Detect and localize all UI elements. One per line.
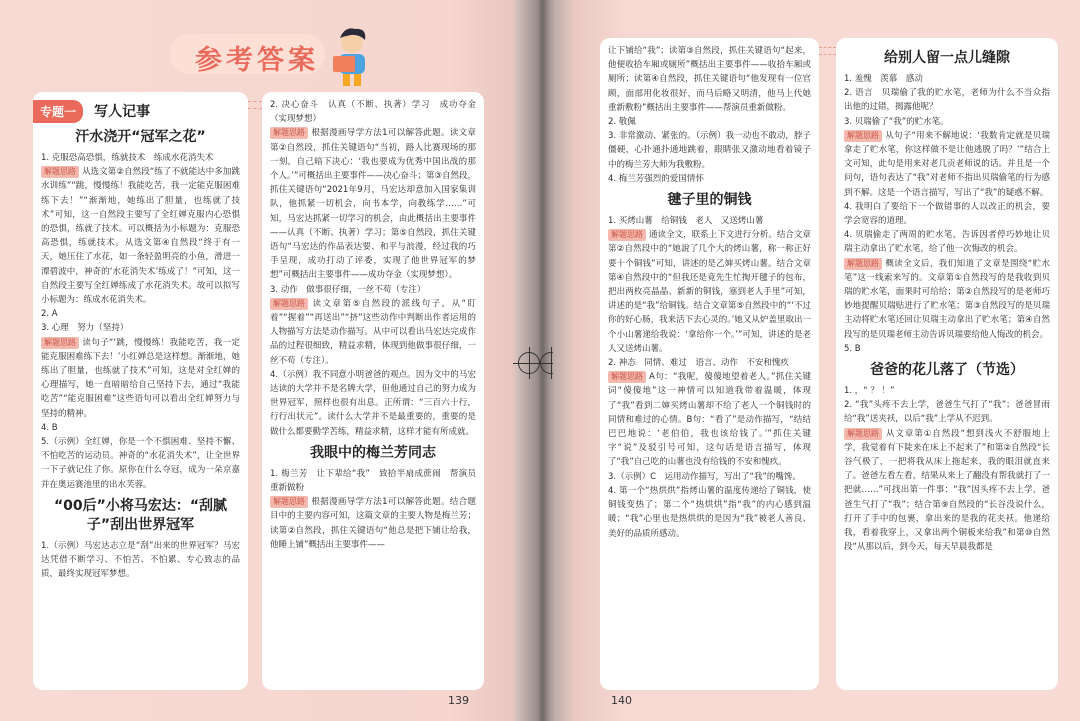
analysis-text: 解题思路 读句子“‘跳，慢慢练！我能吃苦，我一定能克服困难练下去！’小红婵总是这样想。渐渐地，她练出了胆量，也练就了技术”可知，这是对全红婵的心理描写，她一直暗暗给自己坚持下去，通过“我能吃苦”“能克服困难”这些语句可以看出全红婵努力与坚持的精神。 <box>41 337 240 419</box>
analysis-label: 解题思路 <box>844 428 882 440</box>
answer-text: 1. 克服恐高恐惧，练就技术 练成水花消失术 <box>41 153 214 163</box>
section-tag: 专题一 <box>33 100 83 123</box>
article-title: 我眼中的梅兰芳同志 <box>310 444 436 461</box>
answer-column-1 <box>33 92 248 690</box>
answer-text: 3. 非常激动、紧张的。（示例）我一动也不敢动，脖子僵硬，心扑通扑通地跳着，眼睛张又激动地看着镜子中的梅兰芳大师为我敷粉。 <box>608 131 811 170</box>
answer-text: 3.（示例）C 运用动作描写，写出了“我”的嘴馋。 <box>608 471 801 482</box>
analysis-text: 解题思路 从文章第①自然段“想到浅火不舒服地上学，我觉着有下陡来在床上不起来了”和第②自然段“长谷气极了，一把将我从床上拖起来，我的眼泪就直来了。爸爸左看左看，结果从来上了翻没有帮我就打了一把就……”可找出第一件事：“我”因头疼不去上学，爸爸生气打了“我”；结合第⑨自然段的“长谷没说什么，打开了手中的包裹，拿出来的是我的花夹袄。他递给我，看着我穿上，又拿出两个铜板来给我”和第⑩自然段“从那以后，到今天，每天早晨我都是 <box>844 428 1050 553</box>
column-connector <box>248 108 262 109</box>
answer-text: 3. 动作 做事很仔细，一丝不苟（专注） <box>270 284 426 295</box>
analysis-text: 解题思路 A句：“我呢，傻傻地望着老人。”抓住关键词“傻傻地”这一神情可以知道我带着温暖，体现了“我”看到二婶买烤山薯却不给了老人一个铜钱时的同情和难过的心情。B句：“看了”是动作描写，“结结巴巴地说：‘老伯伯，我也该给钱了。’”抓住关键字“说”及驳引号可知，这句话是语言描写，体现了“我”自己吃的山薯也没有给钱的不安和愧疚。 <box>608 372 811 468</box>
article-title: 爸爸的花儿落了（节选） <box>870 362 1024 379</box>
answer-text: 2. 神态 同情、难过 语言、动作 不安和愧疚 <box>608 358 789 369</box>
page-title: 参考答案 <box>195 45 319 76</box>
analysis-text: 解题思路 通读全文，联系上下文进行分析。结合文章第②自然段中的“她說了几个大的烤山薯，称一称正好要十个铜钱”可知，讲述的是乙婶买烤山薯。结合文章第④自然段中的“但我还是竟先生忙掏开毽子的包布，把出两枚亮晶晶、新新的铜钱，塞到老人手里”可知，讲述的是“我”给铜钱。结合文章第⑤自然段中的“‘不过你的好心肠，我来活下去心灵的。’她又从炉盖里取出一个小山薯递给我说：‘拿给你一个。’”可知，讲述的是老人又送烤山薯。 <box>608 230 811 354</box>
analysis-label: 解题思路 <box>270 298 308 310</box>
section-title: 写人记事 <box>94 104 151 120</box>
answer-text: 1. 梅兰芳 让下辈给“我” 致拾半扇成蔗闹 帮演员重新做粉 <box>270 468 476 494</box>
answer-text: 1. 买烤山薯 给铜钱 老人 又送烤山薯 <box>608 216 764 227</box>
answer-text: 4. 梅兰芳强烈的爱国情怀 <box>608 173 704 184</box>
answer-text: 3. 心理 努力（坚持） <box>41 323 129 334</box>
answer-text: 1. 羞愧 羡慕 感动 <box>844 74 923 84</box>
analysis-label: 解题思路 <box>608 229 646 241</box>
reading-boy-illustration <box>325 26 380 88</box>
answer-column-4 <box>836 38 1058 690</box>
right-page <box>553 0 1080 721</box>
answer-text: 3. 贝瑞偷了“我”的贮水笔。 <box>844 116 949 127</box>
analysis-text: 解题思路 根据漫画导学方法1可以解答此题。读文章第②自然段，抓住关键语句“当初，路人比赛现场的那一刻，自己暗下决心：‘我也要成为优秀中国出战的那个人。’”可概括出主要事件——决心奋斗；第③自然段，抓住关键语句“2021年9月，马宏达却意加入国家集训队，他抓紧一切机会，向书本学，向教练学……”可知，马宏达抓紧一切学习的机会，由此概括出主要事件——认真（不断、执著）学习；第⑤自然段，抓住关键语句“马宏达的作品表达要、和平与浪漫，经过我的巧手呈现，成功打动了评委，实现了他世界冠军的梦想”可概括出主要事件——成功夺金（实现梦想）。 <box>270 128 476 281</box>
analysis-text: 解题思路 概读全文后，我们知道了文章是围绕“贮水笔”这一线索来写的。文章第①自然段写的是我收到贝瑞的贮水笔，面果时可给给；第②自然段写的是老师巧妙地提醒贝瑞贴进行了贮水笔；第③自然段写的是贝瑞主动将贮水笔还回让贝瑞主动拿出了贮水笔；第④自然段写的是贝瑞老师主动告诉贝瑞要给他人悔改的机会。 <box>844 258 1050 340</box>
answer-text: 4. 第一个“热烘烘”指烤山薯的温度传递给了铜钱，使铜钱变热了；第二个“热烘烘”指“我”的内心感到温暖；“我”心里也是热烘烘的是因为“我”被老人善良、美好的品质所感动。 <box>608 485 811 539</box>
analysis-label: 解题思路 <box>608 371 646 383</box>
article-title: 毽子里的铜钱 <box>667 192 752 209</box>
analysis-label: 解题思路 <box>270 127 308 139</box>
answer-text: 1.（示例）马宏达志立是“刮”出来的世界冠军？马宏达凭借不断学习、不怕苦、不怕累、专心致志的品质，最终实现冠军梦想。 <box>41 540 240 580</box>
title-divider <box>248 101 262 102</box>
analysis-label: 解题思路 <box>844 258 882 270</box>
analysis-label: 解题思路 <box>270 496 308 508</box>
column-connector <box>819 54 836 55</box>
left-page <box>0 0 527 721</box>
answer-column-2 <box>262 92 484 690</box>
column-connector <box>819 47 836 48</box>
article-title: “00后”小将马宏达：“刮腻子”刮出世界冠军 <box>53 497 228 533</box>
analysis-label: 解题思路 <box>844 130 882 142</box>
answer-column-3 <box>600 38 819 690</box>
analysis-text: 解题思路 从选文第②自然段“练了不就能达中多加跳水训练”“跳，慢慢练！我能吃苦，我一定能克服困难练下去！”“渐渐地，她练出了胆量，也练就了技术”可知，这一自然段主要写了全红婵克服内心恐惧的恐惧，练就了技术。可以概括为小标题为：克服恐高恐惧，练就技术。从选文第④自然段“终于有一天，她压住了水花，如一条轻盈明亮的小鱼，滑进一潭碧波中，神奇的‘水花消失术’练成了！”可知，这一自然段主要写全红婵练成了水花消失术。故可以拟写小标题为：练成水花消失术。 <box>41 167 240 306</box>
analysis-label: 解题思路 <box>41 337 79 349</box>
answer-text: 2. A <box>41 309 58 320</box>
analysis-label: 解题思路 <box>41 166 79 178</box>
answer-text: 5. B <box>844 343 861 354</box>
analysis-text: 解题思路 读文章第⑤自然段的派线句子，从“盯着”“握着”“再送出”“挤”这些动作中判断出作者运用的人物描写方法是动作描写。从中可以看出马宏达完成作品的过程很细致，精益求精，体现到他做事很仔细，一丝不苟（专注）。 <box>270 298 476 366</box>
article-title: 给别人留一点儿缝隙 <box>884 50 1010 66</box>
answer-text: 4. 我明白了要给下一个做错事的人以改正的机会，要学会宽容的道理。 <box>844 201 1050 227</box>
answer-text: 2. 敬佩 <box>608 117 636 128</box>
answer-text: 让下铺给“我”；读第③自然段，抓住关键语句“起来，他便收拾车厢或厕所”概括出主要事件——收拾车厢或厕所；读第④自然段，抓住关键语句“他发现有一位官顾，面部用化妆很好，而马后略又明清，他马上代她重新敷粉”概括出主要事件——帮演员重新做粉。 <box>608 46 811 113</box>
answer-text: 2. 语言 贝瑞偷了我的贮水笔，老师为什么不当众指出他的过错，揭露他呢？ <box>844 88 1050 113</box>
analysis-text: 解题思路 从句子“用来不解地说：‘我数肯定就是贝瑞拿走了贮水笔，你这样做不是让他逃脱了吗？’”结合上文可知，此句是用来对老几贡老师说的话。并且是一个问句，语句表达了“我”对老师不指出贝瑞偷笔的行为感到不解。这是一个语言描写，写出了“我”的疑惑不解。 <box>844 130 1050 198</box>
answer-text: 5.（示例）全红婵，你是一个不惧困难、坚持不懈、不怕吃苦的运动员。神奇的“水花消失术”，让全世界一下子就记住了你。原你在什么夺冠，成为一朵京嘉并在奥运赛池里的出水芙蓉。 <box>41 437 240 490</box>
page-number: 139 <box>448 694 469 707</box>
analysis-text: 解题思路 根据漫画导学方法1可以解答此题。结合题目中的主要内容可知，这篇文章的主要人物是梅兰芳；读第②自然段，抓住关键语句“他总是把下铺让给我，他睡上铺”概括出主要事件—— <box>270 497 476 550</box>
page-number: 140 <box>611 694 632 707</box>
answer-text: 4. 贝瑞偷走了两周的贮水笔，告诉因者停巧妙地让贝瑞主动拿出了贮水笔，给了他一次悔改的机会。 <box>844 230 1050 255</box>
answer-text: 2. “我”头疼不去上学，爸爸生气打了“我”；爸爸冒雨给“我”送夹袄，以后“我”上学从不迟到。 <box>844 400 1050 425</box>
answer-text: 4. B <box>41 422 58 433</box>
answer-text: 2. 决心奋斗 认真（不断、执著）学习 成功夺金（实现梦想） <box>270 100 476 125</box>
answer-text: 4.（示例）我不同意小明爸爸的观点。因为文中的马宏达读的大学并不是名牌大学，但他通过自己的努力成为世界冠军，照样也很有出息。正所谓：“三百六十行，行行出状元”。读什么大学并不是最重要的，重要的是做什么都要勤学苦练，精益求精，这样才能有所成就。 <box>270 369 476 437</box>
article-title: 汗水浇开“冠军之花” <box>75 129 206 145</box>
answer-text: 1. ，“ ？ ！” <box>844 386 895 397</box>
